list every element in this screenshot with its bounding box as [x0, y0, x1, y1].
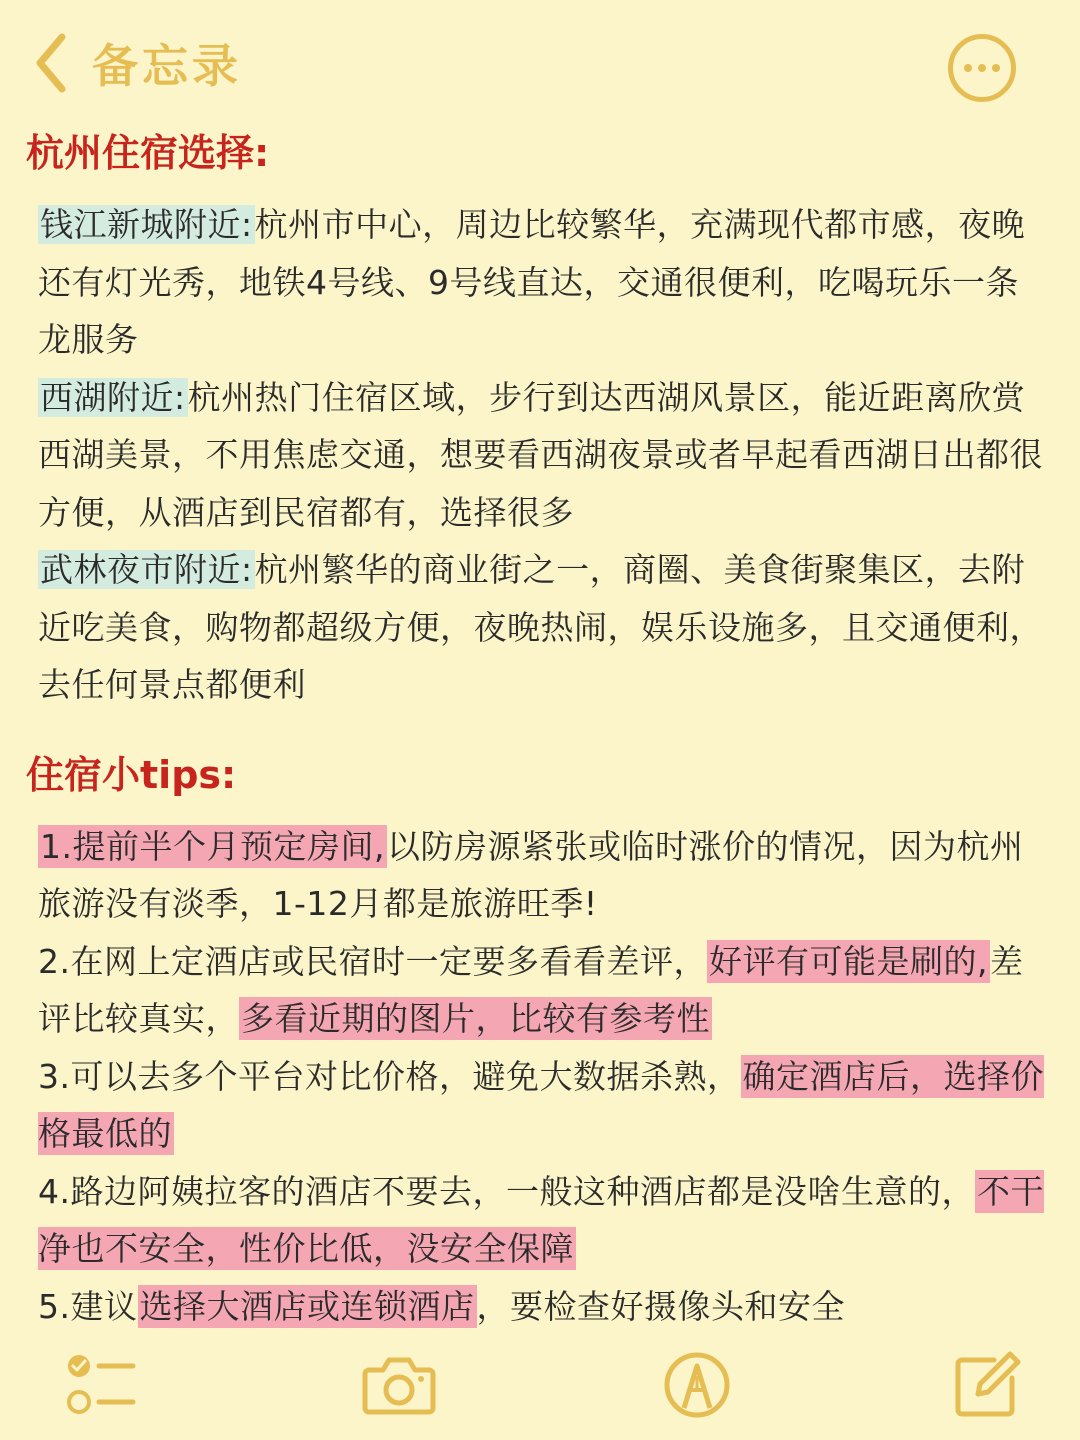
tip-text: 4.路边阿姨拉客的酒店不要去，一般这种酒店都是没啥生意的，	[38, 1171, 975, 1211]
tip-text: 5.建议	[38, 1286, 138, 1326]
markup-button[interactable]	[660, 1348, 734, 1422]
tip-text: 以防房源紧张或临时涨价的情况，因为杭州旅游没有淡季，1-12月都是旅游旺季!	[38, 826, 1024, 923]
section-title-tips: 住宿小tips:	[26, 752, 237, 797]
tip-highlight: 选择大酒店或连锁酒店	[139, 1286, 475, 1326]
section-title-accommodation: 杭州住宿选择:	[26, 131, 270, 175]
camera-button[interactable]	[362, 1348, 436, 1422]
checklist-icon	[65, 1352, 137, 1418]
tip-text: 2.在网上定酒店或民宿时一定要多看看差评，	[38, 941, 707, 981]
tip-text: 差评比较真实，	[38, 941, 1024, 1038]
area-label: 武林夜市附近:	[40, 550, 253, 589]
area-label: 西湖附近:	[40, 377, 186, 417]
pen-tip-circle-icon	[662, 1350, 732, 1420]
area-paragraph-qianjiang	[38, 196, 1044, 369]
area-paragraph-wulin	[38, 541, 1044, 714]
compose-button[interactable]	[950, 1348, 1024, 1422]
compose-icon	[952, 1350, 1022, 1420]
chevron-left-icon	[34, 33, 68, 93]
nav-bar	[0, 0, 1080, 128]
area-text: 杭州繁华的商业街之一，商圈、美食街聚集区，去附近吃美食，购物都超级方便，夜晚热闹，娱乐设施多，且交通便利，去任何景点都便利	[38, 550, 1043, 704]
camera-icon	[361, 1354, 437, 1416]
note-body[interactable]	[0, 120, 1080, 1335]
tip-highlight: 1.提前半个月预定房间,	[40, 826, 385, 866]
tip-paragraph-2	[38, 933, 1044, 1048]
more-button[interactable]	[948, 34, 1016, 102]
tip-highlight: 确定酒店后，选择价格最低的	[38, 1056, 1044, 1153]
tip-text: ，要检查好摄像头和安全	[476, 1286, 845, 1326]
area-label: 钱江新城附近:	[40, 205, 253, 244]
back-button[interactable]	[34, 30, 242, 96]
area-paragraph-westlake	[38, 369, 1044, 542]
tip-highlight: 不干净也不安全，性价比低，没安全保障	[38, 1171, 1044, 1268]
bottom-toolbar	[0, 1330, 1080, 1440]
tip-paragraph-5	[38, 1278, 1044, 1336]
tip-paragraph-4	[38, 1163, 1044, 1278]
ellipsis-circle-icon	[964, 64, 1000, 72]
tip-text: 3.可以去多个平台对比价格，避免大数据杀熟，	[38, 1056, 741, 1096]
tip-paragraph-3	[38, 1048, 1044, 1163]
area-text: 杭州市中心，周边比较繁华，充满现代都市感，夜晚还有灯光秀，地铁4号线、9号线直达，交通很便利，吃喝玩乐一条龙服务	[38, 205, 1026, 359]
tip-highlight: 好评有可能是刷的,	[709, 941, 988, 981]
back-label: 备忘录	[92, 39, 242, 93]
tip-highlight: 多看近期的图片，比较有参考性	[241, 999, 710, 1038]
checklist-button[interactable]	[64, 1348, 138, 1422]
tip-paragraph-1	[38, 818, 1044, 933]
area-text: 杭州热门住宿区域，步行到达西湖风景区，能近距离欣赏西湖美景，不用焦虑交通，想要看西湖夜景或者早起看西湖日出都很方便，从酒店到民宿都有，选择很多	[38, 377, 1043, 532]
